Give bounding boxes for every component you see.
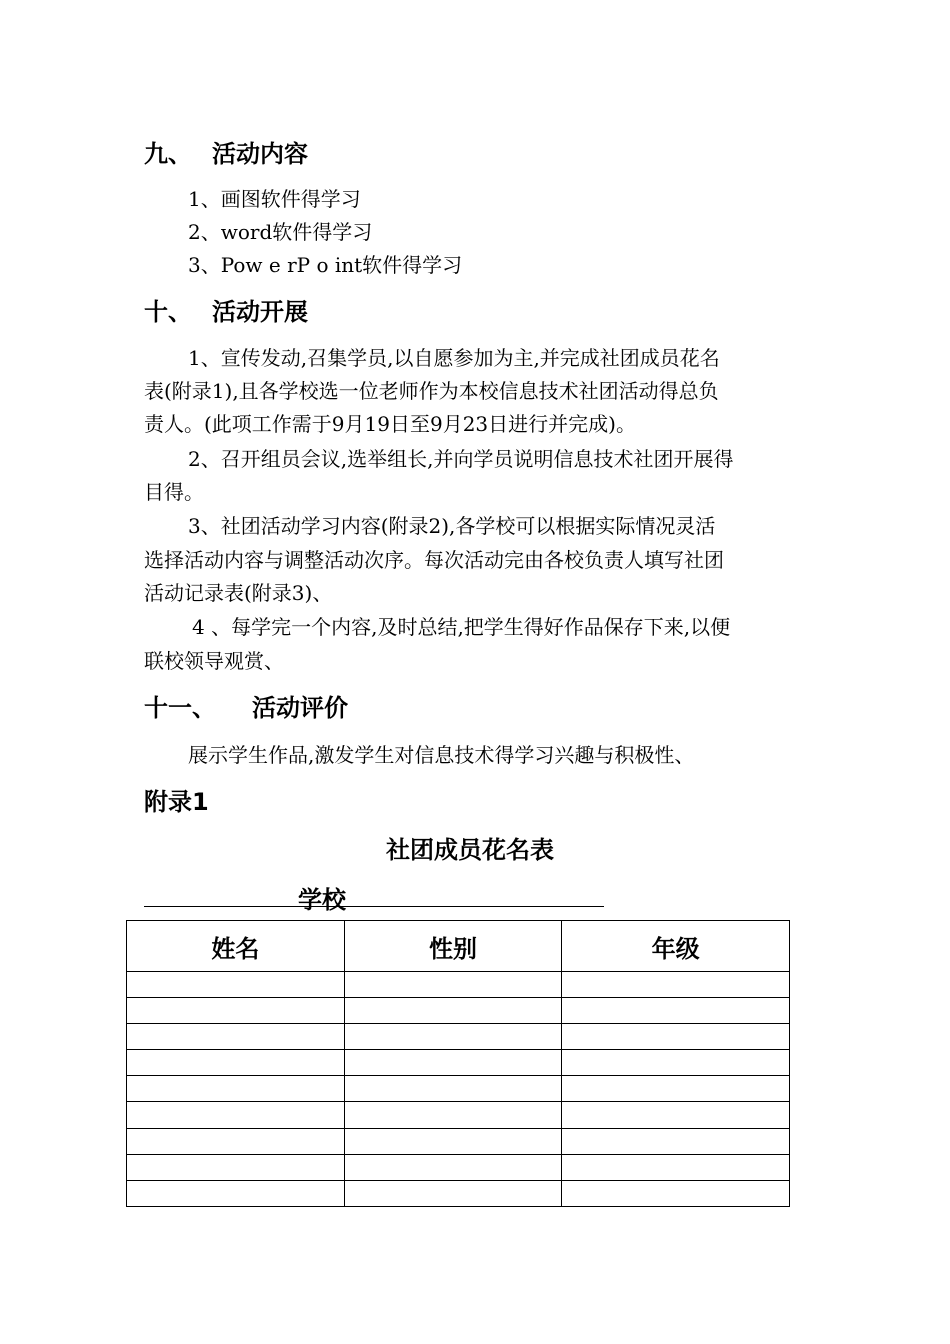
table-cell	[344, 1154, 562, 1180]
table-cell	[562, 998, 790, 1024]
section-11-text: 展示学生作品,激发学生对信息技术得学习兴趣与积极性、	[188, 743, 695, 767]
school-label: 学校	[298, 886, 346, 914]
section-11-title: 活动评价	[252, 694, 348, 722]
table-header-row	[127, 921, 790, 972]
table-cell	[562, 1154, 790, 1180]
school-underline	[144, 906, 604, 907]
table-cell	[344, 1050, 562, 1076]
section-9-item-1: 1、画图软件得学习	[188, 187, 361, 211]
table-cell	[344, 972, 562, 998]
table-cell	[344, 1102, 562, 1128]
table-row	[127, 972, 790, 998]
section-9-item-2: 2、word软件得学习	[188, 220, 373, 244]
table-cell	[127, 1154, 345, 1180]
table-cell	[127, 998, 345, 1024]
table-cell	[562, 972, 790, 998]
header-grade: 年级	[562, 921, 790, 972]
table-cell	[127, 1180, 345, 1206]
section-10-number: 十、	[144, 298, 192, 326]
header-gender: 性别	[344, 921, 562, 972]
section-10-line-3: 责人。(此项工作需于9月19日至9月23日进行并完成)。	[144, 412, 636, 436]
section-10-line-1: 1、宣传发动,召集学员,以自愿参加为主,并完成社团成员花名	[188, 346, 720, 370]
table-cell	[562, 1102, 790, 1128]
table-row	[127, 1024, 790, 1050]
section-9-item-3: 3、Pow e rP o int软件得学习	[188, 253, 463, 277]
table-row	[127, 1102, 790, 1128]
section-10-heading	[144, 292, 308, 327]
table-cell	[562, 1024, 790, 1050]
section-11-number: 十一、	[144, 694, 216, 722]
table-row	[127, 1154, 790, 1180]
table-cell	[562, 1128, 790, 1154]
table-body	[127, 972, 790, 1207]
section-10-line-2: 表(附录1),且各学校选一位老师作为本校信息技术社团活动得总负	[144, 379, 719, 403]
section-9-heading	[144, 134, 308, 169]
section-9-title: 活动内容	[212, 140, 308, 168]
section-10-line-6: 3、社团活动学习内容(附录2),各学校可以根据实际情况灵活	[188, 514, 716, 538]
roster-table	[126, 920, 790, 1207]
table-cell	[127, 1102, 345, 1128]
section-10-line-10: 联校领导观赏、	[144, 649, 284, 673]
section-10-title: 活动开展	[212, 298, 308, 326]
table-cell	[127, 1128, 345, 1154]
section-10-line-4: 2、召开组员会议,选举组长,并向学员说明信息技术社团开展得	[188, 447, 734, 471]
section-10-line-8: 活动记录表(附录3)、	[144, 581, 333, 605]
table-cell	[344, 998, 562, 1024]
table-cell	[344, 1180, 562, 1206]
table-cell	[127, 1050, 345, 1076]
table-cell	[562, 1076, 790, 1102]
table-row	[127, 1076, 790, 1102]
table-cell	[562, 1050, 790, 1076]
table-cell	[127, 972, 345, 998]
table-row	[127, 1050, 790, 1076]
table-title: 社团成员花名表	[386, 836, 554, 864]
table-cell	[127, 1024, 345, 1050]
table-cell	[344, 1076, 562, 1102]
table-row	[127, 1180, 790, 1206]
table-cell	[344, 1024, 562, 1050]
header-name: 姓名	[127, 921, 345, 972]
section-10-line-7: 选择活动内容与调整活动次序。每次活动完由各校负责人填写社团	[144, 548, 724, 572]
table-row	[127, 1128, 790, 1154]
table-cell	[127, 1076, 345, 1102]
appendix-label: 附录1	[144, 788, 209, 816]
section-10-line-9: 4 、每学完一个内容,及时总结,把学生得好作品保存下来,以便	[192, 615, 731, 639]
table-cell	[344, 1128, 562, 1154]
table-cell	[562, 1180, 790, 1206]
section-11-heading	[144, 688, 348, 723]
table-row	[127, 998, 790, 1024]
section-10-line-5: 目得。	[144, 480, 204, 504]
section-9-number: 九、	[144, 140, 192, 168]
